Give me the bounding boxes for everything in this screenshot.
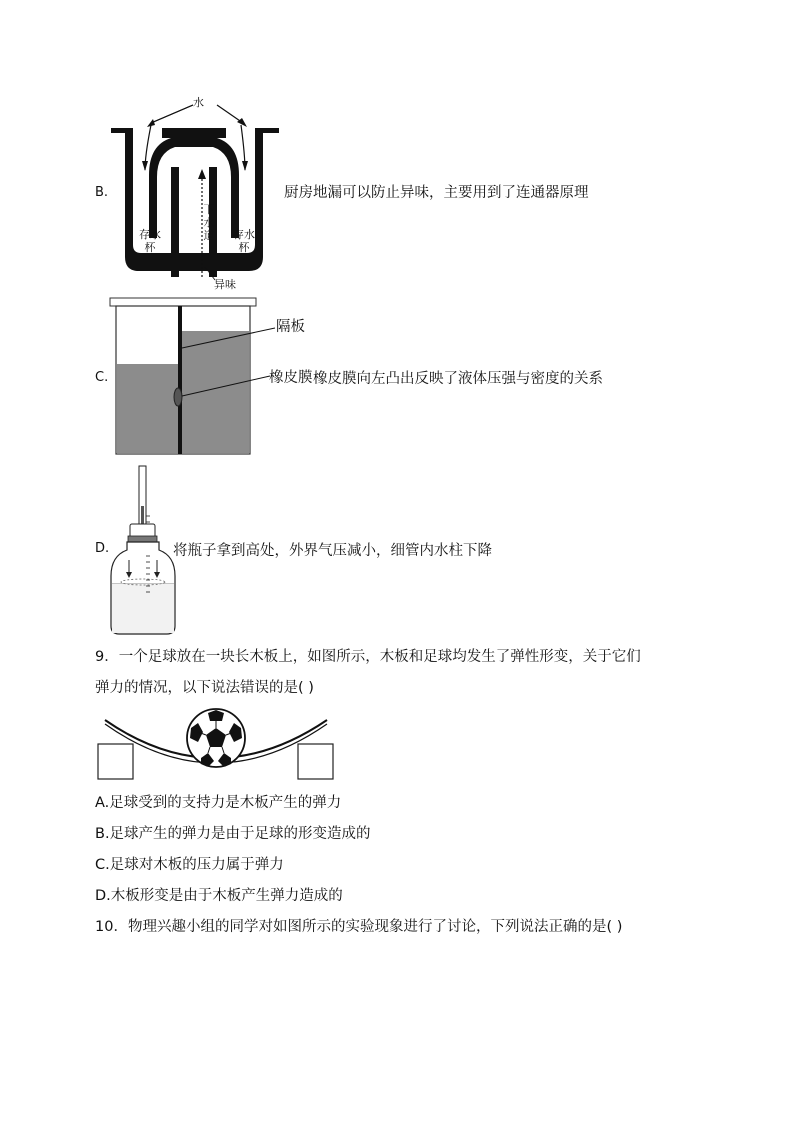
option-c-marker: C. <box>95 370 109 385</box>
q9-option-c: C.足球对木板的压力属于弹力 <box>95 857 284 873</box>
q9-option-d: D.木板形变是由于木板产生弹力造成的 <box>95 888 343 904</box>
bottle-barometer-figure <box>107 466 179 638</box>
right-cup-label: 存水杯 <box>233 228 255 254</box>
water-label: 水 <box>193 96 204 109</box>
football-icon <box>187 709 245 767</box>
football-on-board-figure <box>95 706 340 781</box>
floor-drain-figure <box>105 95 285 290</box>
option-d-marker: D. <box>95 541 110 556</box>
q9-option-b: B.足球产生的弹力是由于足球的形变造成的 <box>95 826 371 842</box>
q9-stem-line1: 9．一个足球放在一块长木板上，如图所示，木板和足球均发生了弹性形变，关于它们 <box>95 649 641 665</box>
q10-stem: 10．物理兴趣小组的同学对如图所示的实验现象进行了讨论，下列说法正确的是( ) <box>95 919 623 935</box>
membrane-label: 橡皮膜 <box>269 370 313 386</box>
option-b-marker: B. <box>95 185 109 200</box>
partition-label: 隔板 <box>276 319 305 335</box>
q9-stem-line2: 弹力的情况，以下说法错误的是( ) <box>95 680 314 696</box>
left-cup-label: 存水杯 <box>139 228 161 254</box>
option-c-statement: 橡皮膜向左凸出反映了液体压强与密度的关系 <box>313 371 603 387</box>
option-b-statement: 厨房地漏可以防止异味，主要用到了连通器原理 <box>284 185 589 201</box>
partition-container-figure <box>110 298 260 458</box>
option-d-statement: 将瓶子拿到高处，外界气压减小，细管内水柱下降 <box>173 543 492 559</box>
drain-label: 下水道 <box>203 203 215 242</box>
q9-option-a: A.足球受到的支持力是木板产生的弹力 <box>95 795 342 811</box>
odor-label: 异味 <box>214 278 236 291</box>
